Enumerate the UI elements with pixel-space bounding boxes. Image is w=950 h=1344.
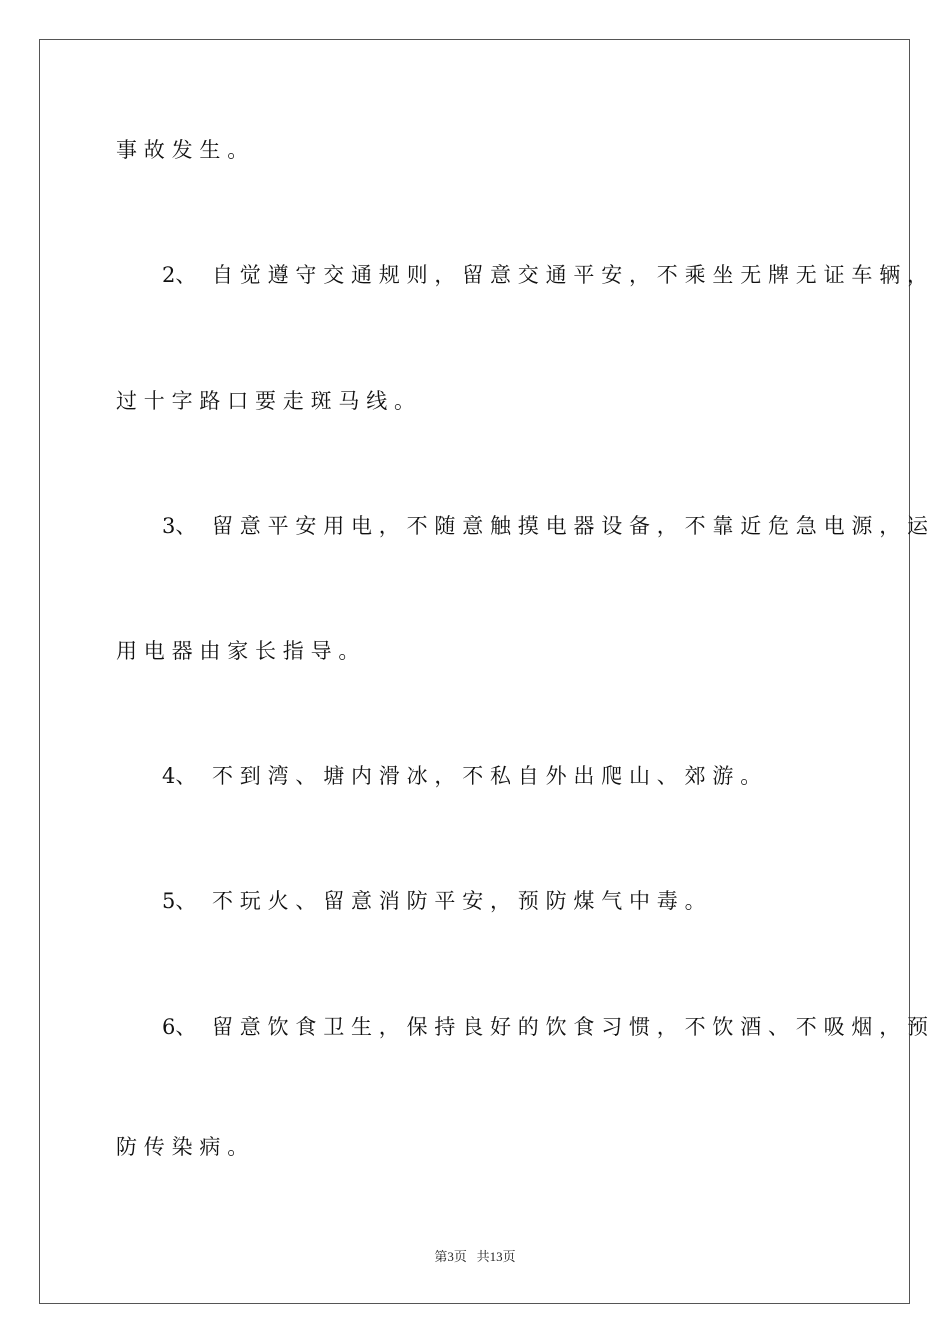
list-item-5	[162, 889, 712, 913]
list-item-4	[162, 764, 768, 788]
list-item-3	[162, 514, 935, 538]
text-line-continuation	[116, 639, 366, 663]
list-number: 5、	[162, 889, 197, 913]
line-text: 用电器由家长指导。	[116, 639, 367, 663]
page-number: 第3页	[434, 1249, 467, 1264]
line-text: 事故发生。	[116, 138, 255, 162]
line-text: 留意平安用电，不随意触摸电器设备，不靠近危急电源，运	[212, 514, 935, 538]
list-number: 6、	[162, 1015, 197, 1039]
list-item-6	[162, 1015, 935, 1039]
list-number: 3、	[162, 514, 197, 538]
list-number: 4、	[162, 764, 197, 788]
list-item-2	[162, 263, 935, 287]
text-line-continuation	[116, 389, 422, 413]
line-text: 不到湾、塘内滑冰，不私自外出爬山、郊游。	[212, 764, 768, 788]
page-border	[39, 39, 910, 1304]
text-line-continuation	[116, 1135, 255, 1159]
line-text: 自觉遵守交通规则，留意交通平安，不乘坐无牌无证车辆，	[212, 263, 935, 287]
list-number: 2、	[162, 263, 197, 287]
line-text: 防传染病。	[116, 1135, 255, 1159]
line-text: 不玩火、留意消防平安，预防煤气中毒。	[212, 889, 713, 913]
total-pages: 共13页	[476, 1249, 516, 1264]
text-line-continuation	[116, 138, 255, 162]
line-text: 留意饮食卫生，保持良好的饮食习惯，不饮酒、不吸烟，预	[212, 1015, 935, 1039]
page-footer	[0, 1249, 950, 1265]
line-text: 过十字路口要走斑马线。	[116, 389, 422, 413]
